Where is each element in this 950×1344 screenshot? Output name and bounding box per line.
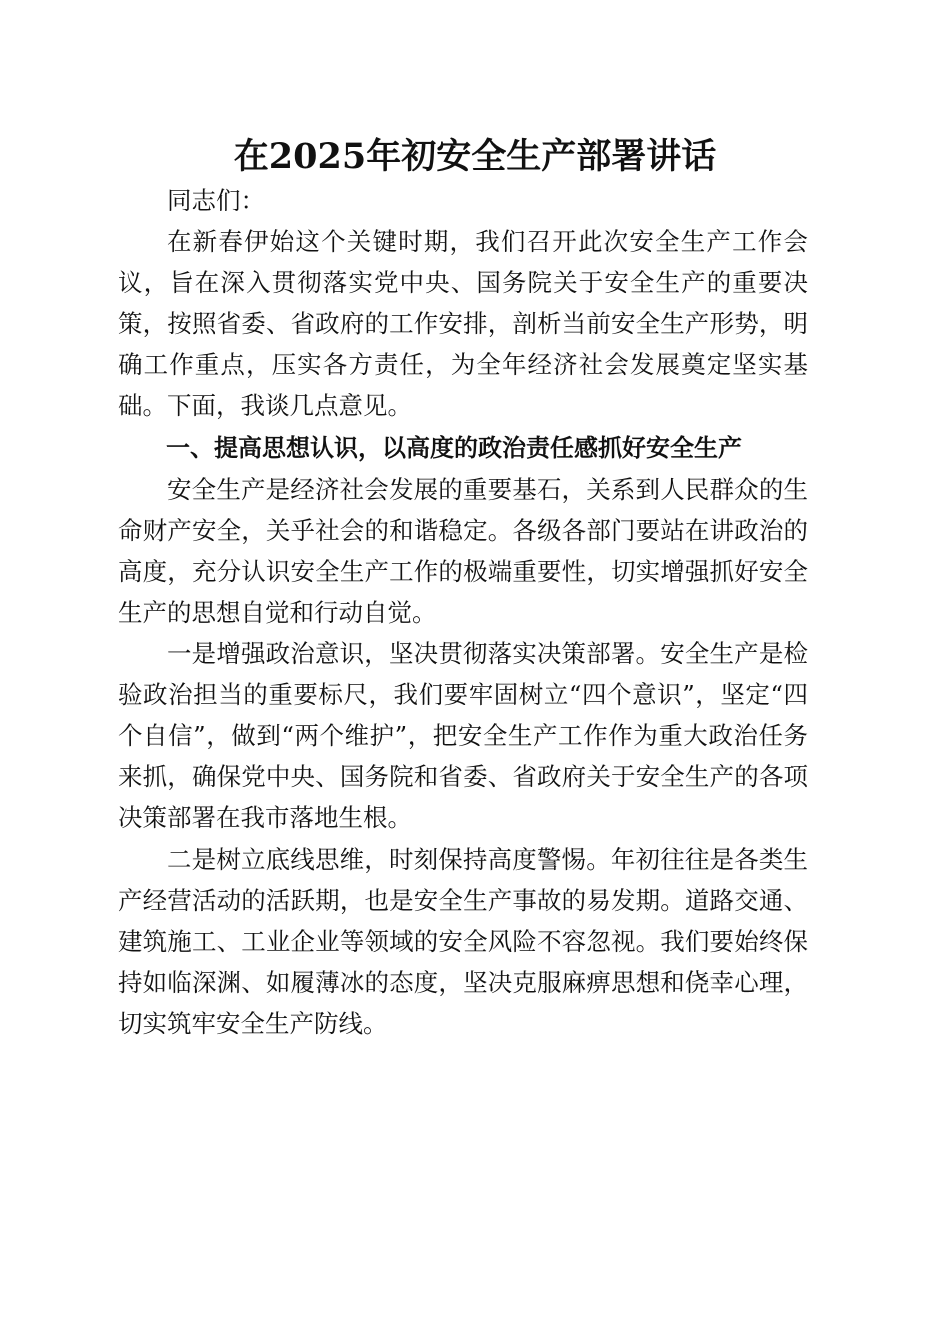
point-one-paragraph: 一是增强政治意识，坚决贯彻落实决策部署。安全生产是检验政治担当的重要标尺，我们要牢固树立“四个意识”，坚定“四个自信”，做到“两个维护”，把安全生产工作作为重大政治任务来抓，确保党中央、国务院和省委、省政府关于安全生产的各项决策部署在我市落地生根。 <box>118 639 808 833</box>
opening-paragraph: 在新春伊始这个关键时期，我们召开此次安全生产工作会议，旨在深入贯彻落实党中央、国务院关于安全生产的重要决策，按照省委、省政府的工作安排，剖析当前安全生产形势，明确工作重点，压实各方责任，为全年经济社会发展奠定坚实基础。下面，我谈几点意见。 <box>118 227 808 421</box>
document-body <box>118 180 808 1044</box>
document-title: 在2025年初安全生产部署讲话 <box>233 136 717 177</box>
section-heading: 一、提高思想认识，以高度的政治责任感抓好安全生产 <box>166 433 742 462</box>
point-two-paragraph: 二是树立底线思维，时刻保持高度警惕。年初往往是各类生产经营活动的活跃期，也是安全生产事故的易发期。道路交通、建筑施工、工业企业等领域的安全风险不容忽视。我们要始终保持如临深渊、如履薄冰的态度，坚决克服麻痹思想和侥幸心理，切实筑牢安全生产防线。 <box>118 844 808 1038</box>
salutation: 同志们： <box>167 186 265 215</box>
section-intro-paragraph: 安全生产是经济社会发展的重要基石，关系到人民群众的生命财产安全，关乎社会的和谐稳定。各级各部门要站在讲政治的高度，充分认识安全生产工作的极端重要性，切实增强抓好安全生产的思想自觉和行动自觉。 <box>118 474 808 627</box>
